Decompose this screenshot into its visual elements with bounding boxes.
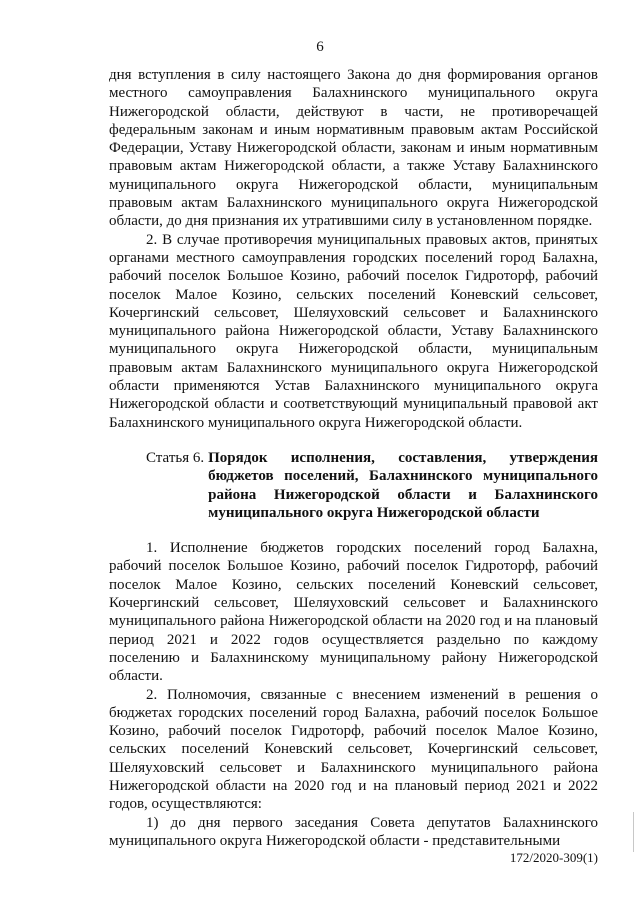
article-6-heading [109,449,598,522]
paragraph-2-budget-powers: 2. Полномочия, связанные с внесением изменений в решения о бюджетах городских поселений город Балахна, рабочий поселок Большое Козино, рабочий поселок Гидроторф, рабочий поселок Малое Козино, сельских поселений Коневский сельсовет, Кочергинский сельсовет, Шеляуховский сельсовет и Балахнинского муниципального района Нижегородской области на 2020 год и на плановый период 2021 и 2022 годов, осуществляются: [109,686,598,813]
paragraph-2-contradiction: 2. В случае противоречия муниципальных правовых актов, принятых органами местного самоуправления городских поселений город Балахна, рабочий поселок Большое Козино, рабочий поселок Гидроторф, рабочий поселок Малое Козино, сельских поселений Коневский сельсовет, Кочергинский сельсовет, Шеляуховский сельсовет и Балахнинского муниципального района Нижегородской области, Уставу Балахнинского муниципального округа Нижегородской области, муниципальным правовым актам Балахнинского муниципального округа Нижегородской области применяются Устав Балахнинского муниципального округа Нижегородской области и соответствующий муниципальный правовой акт Балахнинского муниципального округа Нижегородской области. [109,231,598,431]
document-code: 172/2020-309(1) [509,850,598,865]
paragraph-continuation: дня вступления в силу настоящего Закона до дня формирования органов местного самоуправления Балахнинского муниципального округа Нижегородской области, действуют в части, не противоречащей федеральным законам и иным нормативным правовым актам Российской Федерации, Уставу Нижегородской области, законам и иным нормативным правовым актам Нижегородской области, а также Уставу Балахнинского муниципального округа Нижегородской области, муниципальным правовым актам Балахнинского муниципального округа Нижегородской области, до дня признания их утратившими силу в установленном порядке. [109,67,598,230]
document-body [109,66,598,850]
scan-margin-mark [633,812,634,852]
paragraph-subitem-1: 1) до дня первого заседания Совета депутатов Балахнинского муниципального округа Нижегородской области - представительными [109,814,598,849]
article-label: Статья 6. [146,449,205,466]
article-title: Порядок исполнения, составления, утверждения бюджетов поселений, Балахнинского муниципального района Нижегородской области и Балахнинского муниципального округа Нижегородской области [208,449,598,521]
page-number: 6 [316,39,324,55]
paragraph-1-budget-execution: 1. Исполнение бюджетов городских поселений город Балахна, рабочий поселок Большое Козино, рабочий поселок Гидроторф, рабочий поселок Малое Козино, сельских поселений Коневский сельсовет, Кочергинский сельсовет, Шеляуховский сельсовет и Балахнинского муниципального района Нижегородской области на 2020 год и на плановый период 2021 и 2022 годов осуществляется раздельно по каждому поселению и Балахнинскому муниципальному району Нижегородской области. [109,540,598,685]
